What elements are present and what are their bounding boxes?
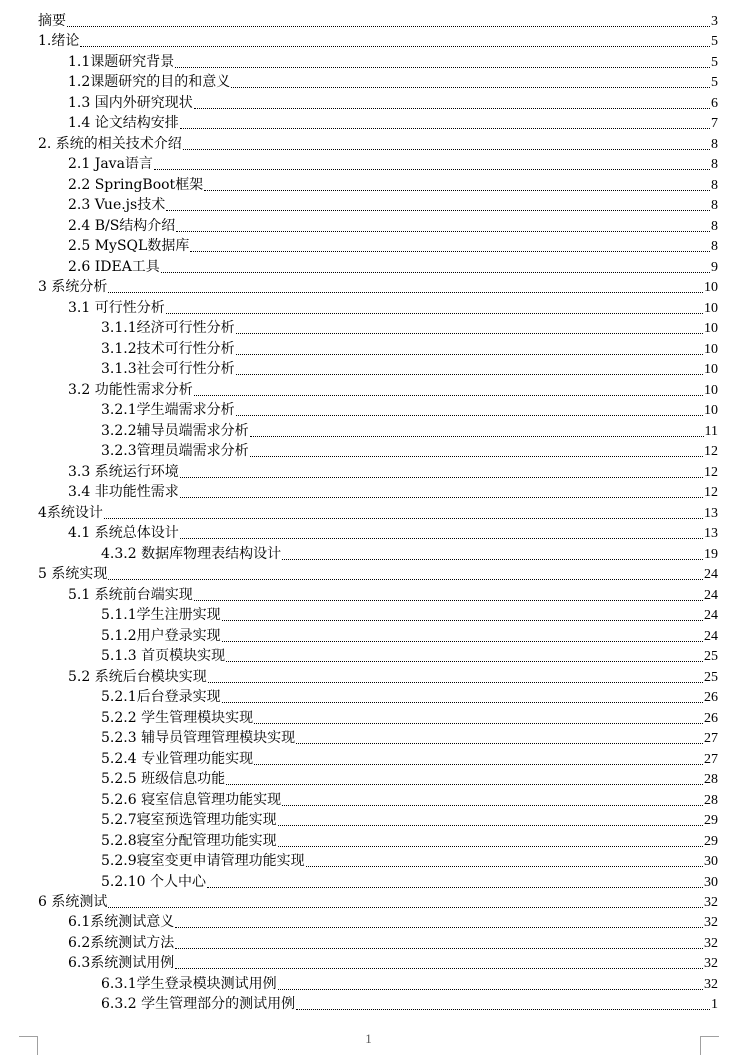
toc-title: 摘要 — [38, 13, 66, 29]
toc-leader — [175, 67, 710, 68]
toc-page: 24 — [704, 567, 718, 582]
toc-title: 5.2.2 学生管理模块实现 — [101, 710, 254, 726]
toc-leader — [67, 26, 710, 27]
toc-title: 2.1 Java语言 — [68, 156, 153, 172]
toc-page: 27 — [704, 731, 718, 746]
toc-entry[interactable] — [68, 235, 718, 255]
toc-entry[interactable] — [101, 399, 718, 419]
toc-page: 13 — [704, 506, 718, 521]
toc-entry[interactable] — [38, 563, 718, 583]
toc-title: 3.2.1学生端需求分析 — [101, 402, 235, 418]
toc-entry[interactable] — [68, 92, 718, 112]
toc-page: 5 — [711, 75, 718, 90]
toc-page: 10 — [704, 321, 718, 336]
toc-entry[interactable] — [68, 194, 718, 214]
toc-leader — [161, 272, 710, 273]
toc-page: 24 — [704, 629, 718, 644]
toc-title: 3.3 系统运行环境 — [68, 464, 179, 480]
toc-title: 3.1 可行性分析 — [68, 300, 165, 316]
toc-entry[interactable] — [38, 276, 718, 296]
toc-title: 5.1.1学生注册实现 — [101, 607, 221, 623]
toc-page: 29 — [704, 834, 718, 849]
toc-page: 24 — [704, 588, 718, 603]
toc-page: 1 — [711, 997, 718, 1012]
toc-entry[interactable] — [101, 768, 718, 788]
toc-entry[interactable] — [68, 666, 718, 686]
toc-leader — [282, 559, 703, 560]
toc-title: 3.4 非功能性需求 — [68, 484, 179, 500]
toc-leader — [278, 825, 703, 826]
toc-entry[interactable] — [68, 215, 718, 235]
toc-page: 12 — [704, 444, 718, 459]
toc-title: 5.2.5 班级信息功能 — [101, 771, 226, 787]
toc-page: 32 — [704, 956, 718, 971]
toc-page: 26 — [704, 711, 718, 726]
toc-entry[interactable] — [101, 440, 718, 460]
toc-entry[interactable] — [101, 973, 718, 993]
toc-title: 1.3 国内外研究现状 — [68, 95, 193, 111]
crop-mark-bottom-right — [700, 1036, 719, 1055]
toc-title: 2.3 Vue.js技术 — [68, 197, 166, 213]
toc-title: 5.2.8寝室分配管理功能实现 — [101, 833, 277, 849]
toc-page: 13 — [704, 526, 718, 541]
toc-page: 8 — [711, 137, 718, 152]
toc-entry[interactable] — [101, 993, 718, 1013]
toc-page: 25 — [704, 649, 718, 664]
toc-page: 8 — [711, 219, 718, 234]
crop-mark-bottom-left — [19, 1036, 38, 1055]
toc-leader — [175, 927, 703, 928]
toc-leader — [108, 907, 703, 908]
toc-page: 8 — [711, 239, 718, 254]
toc-page: 10 — [704, 301, 718, 316]
toc-entry[interactable] — [68, 932, 718, 952]
toc-entry[interactable] — [101, 420, 718, 440]
toc-leader — [194, 108, 710, 109]
toc-title: 5.2.6 寝室信息管理功能实现 — [101, 792, 282, 808]
toc-title: 2.4 B/S结构介绍 — [68, 218, 176, 234]
toc-page: 8 — [711, 157, 718, 172]
toc-title: 4.3.2 数据库物理表结构设计 — [101, 546, 282, 562]
toc-page: 32 — [704, 977, 718, 992]
toc-entry[interactable] — [101, 543, 718, 563]
toc-title: 6.3.1学生登录模块测试用例 — [101, 976, 277, 992]
toc-leader — [254, 723, 703, 724]
toc-title: 3.1.2技术可行性分析 — [101, 341, 235, 357]
toc-title: 1.绪论 — [38, 33, 80, 49]
toc-page: 3 — [711, 14, 718, 29]
toc-leader — [231, 87, 710, 88]
toc-title: 5.2.1后台登录实现 — [101, 689, 221, 705]
toc-entry[interactable] — [68, 481, 718, 501]
toc-leader — [175, 948, 703, 949]
toc-title: 3.1.3社会可行性分析 — [101, 361, 235, 377]
toc-leader — [296, 743, 703, 744]
toc-page: 10 — [704, 342, 718, 357]
toc-entry[interactable] — [68, 174, 718, 194]
toc-leader — [236, 415, 703, 416]
toc-page: 25 — [704, 670, 718, 685]
toc-leader — [226, 661, 703, 662]
toc-entry[interactable] — [101, 850, 718, 870]
toc-leader — [166, 313, 703, 314]
toc-leader — [250, 456, 703, 457]
toc-page: 26 — [704, 690, 718, 705]
toc-leader — [250, 436, 704, 437]
toc-title: 1.2课题研究的目的和意义 — [68, 74, 231, 90]
toc-leader — [278, 846, 703, 847]
toc-title: 2.5 MySQL数据库 — [68, 238, 190, 254]
toc-leader — [80, 46, 710, 47]
toc-entry[interactable] — [101, 707, 718, 727]
toc-leader — [183, 149, 710, 150]
toc-leader — [180, 477, 703, 478]
toc-title: 5.1.2用户登录实现 — [101, 628, 221, 644]
toc-title: 5.2.3 辅导员管理管理模块实现 — [101, 730, 296, 746]
toc-entry[interactable] — [101, 686, 718, 706]
toc-leader — [208, 682, 703, 683]
toc-entry[interactable] — [68, 952, 718, 972]
toc-leader — [207, 887, 703, 888]
toc-page: 10 — [704, 403, 718, 418]
toc-entry[interactable] — [38, 891, 718, 911]
toc-title: 4.1 系统总体设计 — [68, 525, 179, 541]
toc-title: 3.2.3管理员端需求分析 — [101, 443, 249, 459]
toc-leader — [254, 764, 703, 765]
toc-title: 2.2 SpringBoot框架 — [68, 177, 204, 193]
toc-entry[interactable] — [38, 133, 718, 153]
toc-entry[interactable] — [68, 256, 718, 276]
toc-page: 7 — [711, 116, 718, 131]
toc-title: 2. 系统的相关技术介绍 — [38, 136, 182, 152]
toc-page: 10 — [704, 383, 718, 398]
toc-page: 10 — [704, 362, 718, 377]
toc-entry[interactable] — [101, 871, 718, 891]
toc-entry[interactable] — [101, 830, 718, 850]
toc-entry[interactable] — [68, 584, 718, 604]
toc-entry[interactable] — [101, 604, 718, 624]
toc-leader — [282, 805, 703, 806]
toc-page: 32 — [704, 915, 718, 930]
toc-entry[interactable] — [101, 809, 718, 829]
toc-page: 10 — [704, 280, 718, 295]
toc-page: 30 — [704, 854, 718, 869]
toc-leader — [176, 231, 710, 232]
toc-page: 12 — [704, 465, 718, 480]
toc-page: 32 — [704, 895, 718, 910]
toc-entry[interactable] — [68, 911, 718, 931]
toc-entry[interactable] — [101, 338, 718, 358]
toc-page: 5 — [711, 34, 718, 49]
toc-leader — [104, 518, 703, 519]
toc-leader — [226, 784, 703, 785]
toc-leader — [278, 989, 703, 990]
toc-page: 8 — [711, 178, 718, 193]
toc-entry[interactable] — [68, 51, 718, 71]
toc-leader — [296, 1009, 710, 1010]
toc-leader — [154, 169, 710, 170]
toc-leader — [236, 333, 703, 334]
toc-entry[interactable] — [101, 625, 718, 645]
toc-leader — [108, 579, 703, 580]
toc-leader — [204, 190, 710, 191]
toc-leader — [108, 292, 703, 293]
toc-leader — [194, 600, 703, 601]
toc-title: 6.2系统测试方法 — [68, 935, 175, 951]
toc-entry[interactable] — [38, 502, 718, 522]
toc-entry[interactable] — [68, 112, 718, 132]
toc-page: 11 — [704, 424, 718, 439]
toc-entry[interactable] — [101, 748, 718, 768]
toc-title: 3.1.1经济可行性分析 — [101, 320, 235, 336]
toc-leader — [180, 497, 703, 498]
toc-title: 3.2 功能性需求分析 — [68, 382, 193, 398]
toc-entry[interactable] — [38, 10, 718, 30]
toc-page: 9 — [711, 260, 718, 275]
toc-entry[interactable] — [68, 153, 718, 173]
toc-title: 5.2.10 个人中心 — [101, 874, 206, 890]
toc-leader — [194, 395, 703, 396]
toc-entry[interactable] — [68, 297, 718, 317]
toc-title: 1.4 论文结构安排 — [68, 115, 179, 131]
toc-leader — [180, 128, 710, 129]
toc-leader — [190, 251, 710, 252]
toc-title: 3.2.2辅导员端需求分析 — [101, 423, 249, 439]
toc-page: 5 — [711, 55, 718, 70]
toc-entry[interactable] — [101, 645, 718, 665]
toc-page: 27 — [704, 752, 718, 767]
toc-title: 6 系统测试 — [38, 894, 108, 910]
toc-leader — [222, 641, 703, 642]
page-number: 1 — [365, 1031, 372, 1046]
toc-page: 32 — [704, 936, 718, 951]
toc-entry[interactable] — [101, 789, 718, 809]
toc-title: 6.3系统测试用例 — [68, 955, 175, 971]
toc-title: 5.1 系统前台端实现 — [68, 587, 193, 603]
toc-title: 5.2 系统后台模块实现 — [68, 669, 207, 685]
toc-entry[interactable] — [68, 522, 718, 542]
toc-title: 3 系统分析 — [38, 279, 108, 295]
toc-page: 28 — [704, 793, 718, 808]
toc-leader — [236, 354, 703, 355]
toc-page: 6 — [711, 96, 718, 111]
toc-leader — [306, 866, 703, 867]
toc-leader — [180, 538, 703, 539]
toc-entry[interactable] — [68, 379, 718, 399]
toc-page: 19 — [704, 547, 718, 562]
toc-leader — [236, 374, 703, 375]
toc-entry[interactable] — [101, 317, 718, 337]
toc-page: 29 — [704, 813, 718, 828]
toc-leader — [175, 968, 703, 969]
toc-title: 5.1.3 首页模块实现 — [101, 648, 226, 664]
toc-entry[interactable] — [68, 461, 718, 481]
toc-title: 4系统设计 — [38, 505, 103, 521]
toc-page: 24 — [704, 608, 718, 623]
toc-page: 30 — [704, 875, 718, 890]
toc-title: 5 系统实现 — [38, 566, 108, 582]
toc-leader — [222, 702, 703, 703]
toc-entry[interactable] — [101, 358, 718, 378]
toc-page: 8 — [711, 198, 718, 213]
toc-leader — [166, 210, 710, 211]
toc-title: 5.2.4 专业管理功能实现 — [101, 751, 254, 767]
toc-title: 5.2.9寝室变更申请管理功能实现 — [101, 853, 305, 869]
toc-entry[interactable] — [101, 727, 718, 747]
toc-title: 6.1系统测试意义 — [68, 914, 175, 930]
toc-entry[interactable] — [38, 30, 718, 50]
toc-title: 1.1课题研究背景 — [68, 54, 175, 70]
toc-title: 5.2.7寝室预选管理功能实现 — [101, 812, 277, 828]
toc-page: 28 — [704, 772, 718, 787]
toc-title: 2.6 IDEA工具 — [68, 259, 160, 275]
toc-entry[interactable] — [68, 71, 718, 91]
toc-leader — [222, 620, 703, 621]
toc-title: 6.3.2 学生管理部分的测试用例 — [101, 996, 296, 1012]
toc-page: 12 — [704, 485, 718, 500]
